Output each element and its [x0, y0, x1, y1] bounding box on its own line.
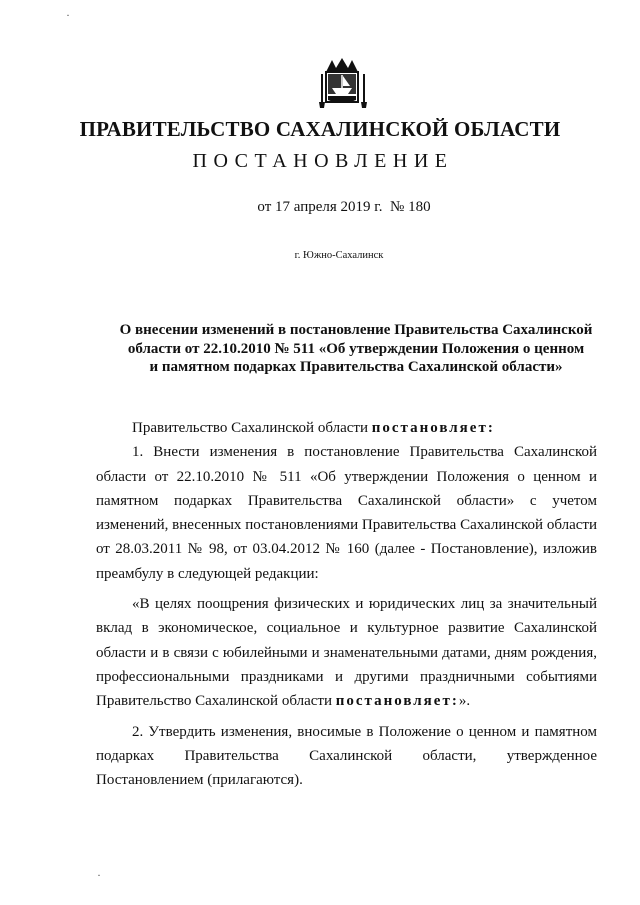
paragraph-1: 1. Внести изменения в постановление Правительства Сахалинской области от 22.10.2010 № 511 «Об утверждении Положения о ценном и памятном подарках Правительства Сахалинской области» с учетом изменений, внесенных постановлениями Правительства Сахалинской области от 28.03.2011 № 98, от 03.04.2012 № 160 (далее - Постановление), изложив преамбулу в следующей редакции:	[96, 444, 597, 582]
document-subject	[96, 321, 616, 377]
date-number: от 17 апреля 2019 г. № 180	[257, 199, 431, 215]
resolves-keyword: постановляет:	[371, 420, 495, 436]
quote-keyword: постановляет:	[335, 693, 459, 710]
sakhalin-coat-of-arms-icon	[318, 58, 368, 110]
subject-line: и памятном подарках Правительства Сахалинской области»	[149, 359, 563, 375]
scan-speck: ·	[66, 8, 70, 22]
city: г. Южно-Сахалинск	[294, 250, 384, 261]
resolution-intro	[96, 416, 597, 440]
paragraph-2: 2. Утвердить изменения, вносимые в Положение о ценном и памятном подарках Правительства Сахалинской области, утвержденное Постановлением (прилагаются).	[96, 723, 597, 789]
subject-line: О внесении изменений в постановление Правительства Сахалинской	[119, 322, 593, 338]
quote-text: «В целях поощрения физических и юридических лиц за значительный вклад в экономическое, социальное и культурное развитие Сахалинской области и в связи с юбилейными и знаменательными датами, дням рождения, профессиональными праздниками и другими праздничными событиями Правительство Сахалинской области	[96, 596, 597, 710]
document-type: ПОСТАНОВЛЕНИЕ	[192, 150, 454, 172]
scan-speck: ·	[97, 868, 101, 882]
government-title: ПРАВИТЕЛЬСТВО САХАЛИНСКОЙ ОБЛАСТИ	[79, 117, 561, 141]
subject-line: области от 22.10.2010 № 511 «Об утверждении Положения о ценном	[127, 340, 585, 357]
intro-text: Правительство Сахалинской области	[132, 420, 372, 436]
quote-end: ».	[458, 693, 471, 710]
preamble-quote	[96, 592, 597, 713]
document-body	[96, 416, 597, 792]
